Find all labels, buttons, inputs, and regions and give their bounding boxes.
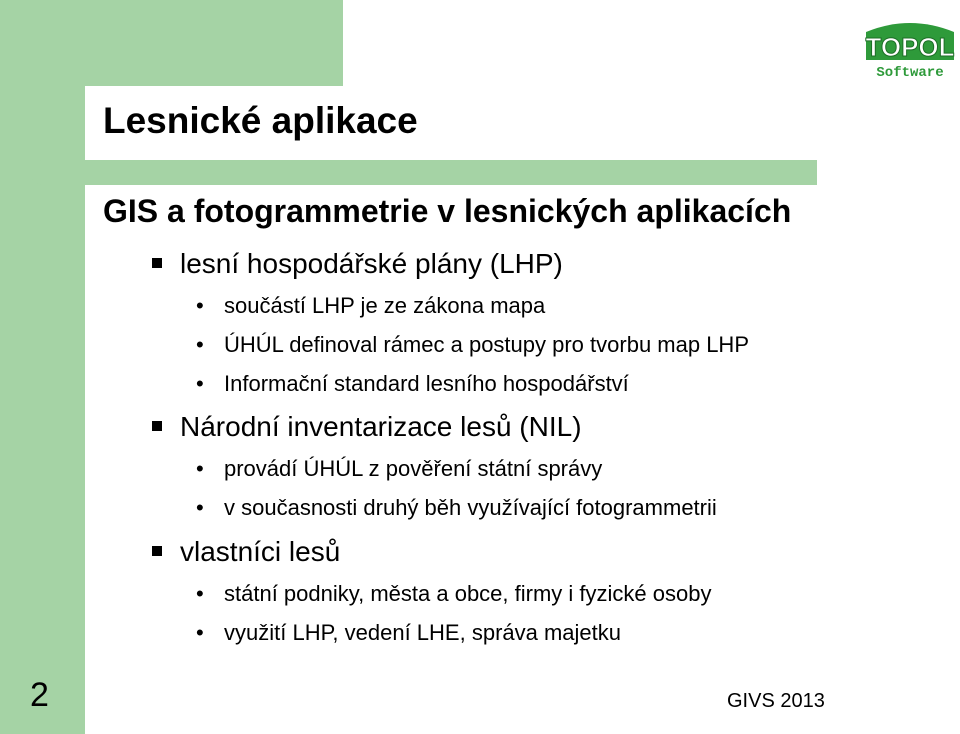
page-title: Lesnické aplikace	[103, 100, 418, 141]
dot-bullet-icon: •	[196, 620, 204, 645]
bullet-text: Národní inventarizace lesů (NIL)	[180, 411, 582, 442]
square-bullet-icon	[152, 546, 162, 556]
sub-bullet-text: ÚHÚL definoval rámec a postupy pro tvorbu map LHP	[224, 332, 749, 357]
svg-text:Software: Software	[876, 65, 944, 80]
top-accent-band	[0, 0, 343, 86]
dot-bullet-icon: •	[196, 456, 204, 481]
sub-bullet-text: v současnosti druhý běh využívající fotogrammetrii	[224, 495, 717, 520]
dot-bullet-icon: •	[196, 293, 204, 318]
sub-bullet-text: Informační standard lesního hospodářství	[224, 371, 629, 396]
sub-bullet-text: státní podniky, města a obce, firmy i fyzické osoby	[224, 581, 712, 606]
dot-bullet-icon: •	[196, 581, 204, 606]
dot-bullet-icon: •	[196, 332, 204, 357]
square-bullet-icon	[152, 421, 162, 431]
sub-bullet-text: součástí LHP je ze zákona mapa	[224, 293, 546, 318]
sub-bullet-text: využití LHP, vedení LHE, správa majetku	[224, 620, 622, 645]
bullet-text: vlastníci lesů	[180, 536, 341, 567]
dot-bullet-icon: •	[196, 371, 204, 396]
footer-text: GIVS 2013	[727, 690, 825, 712]
square-bullet-icon	[152, 258, 162, 268]
svg-text:TOPOL: TOPOL	[865, 32, 955, 62]
slide-heading: GIS a fotogrammetrie v lesnických aplikacích	[103, 193, 792, 229]
sub-bullet-text: provádí ÚHÚL z pověření státní správy	[224, 456, 603, 481]
bullet-text: lesní hospodářské plány (LHP)	[180, 248, 563, 279]
page-number: 2	[30, 676, 49, 714]
title-underline-fill	[85, 160, 817, 185]
dot-bullet-icon: •	[196, 495, 204, 520]
topol-software-logo	[862, 18, 958, 80]
left-accent-band	[0, 0, 85, 734]
